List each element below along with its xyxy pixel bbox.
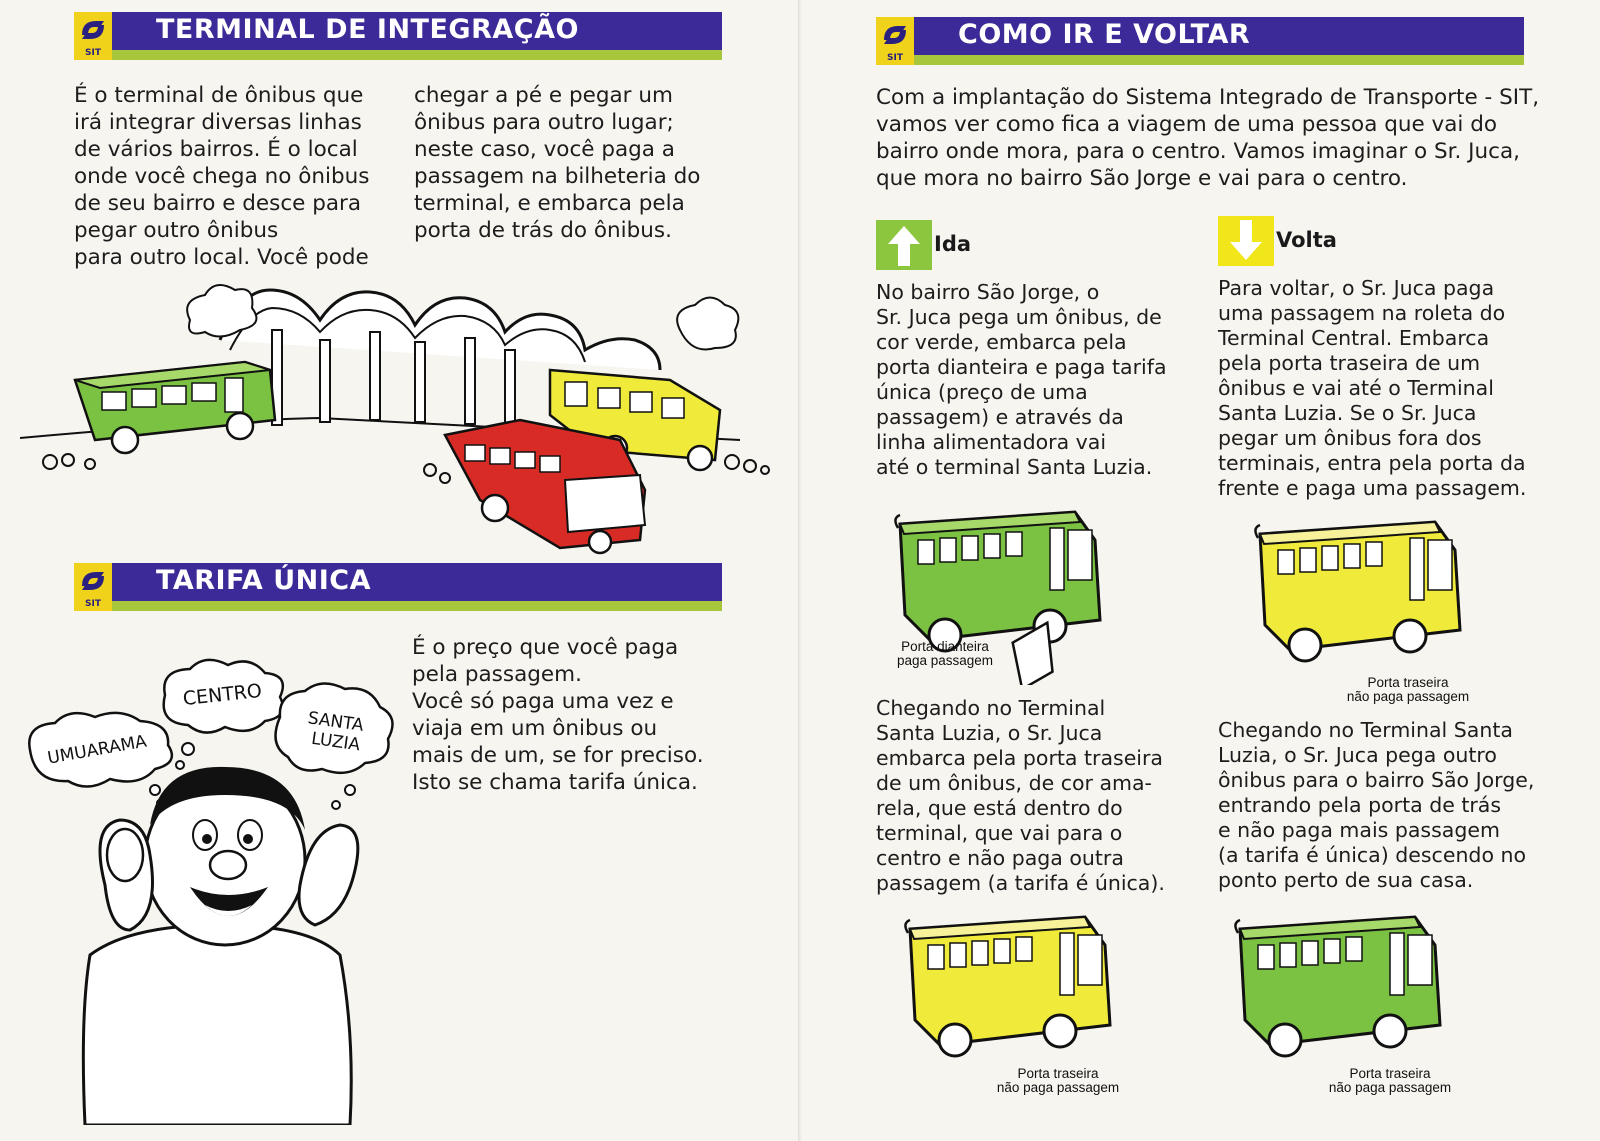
terminal-illustration: [20, 270, 780, 560]
volta-caption-2: Porta traseira não paga passagem: [1328, 1066, 1452, 1095]
arrow-up-icon: [876, 220, 932, 270]
ida-text-1: No bairro São Jorge, o Sr. Juca pega um ônibus, de cor verde, embarca pela porta dianteira e paga tarifa única (preço de uma passagem) e através da linha alimentadora vai até o terminal Santa Luzia.: [876, 280, 1167, 479]
header-bar: [112, 563, 722, 611]
right-page: [800, 0, 1600, 1141]
terminal-text-col2: chegar a pé e pegar um ônibus para outro lugar; neste caso, você paga a passagem na bilheteria do terminal, e embarca pela porta de trás do ônibus.: [414, 83, 701, 243]
header-bar: [914, 17, 1524, 65]
sit-logo: [876, 17, 914, 65]
terminal-header: [74, 12, 722, 70]
ida-caption-1: Porta dianteira paga passagem: [896, 639, 994, 668]
sit-logo: [74, 563, 112, 611]
arrow-down-icon: [1218, 216, 1274, 266]
sit-logo-text: SIT: [85, 48, 101, 58]
ida-text-2: Chegando no Terminal Santa Luzia, o Sr. Juca embarca pela porta traseira de um ônibus, de cor ama- rela, que está dentro do terminal, que vai para o centro e não paga outra passagem (a tarifa é única).: [876, 696, 1165, 895]
ida-caption-2: Porta traseira não paga passagem: [996, 1066, 1120, 1095]
tarifa-text: É o preço que você paga pela passagem. Você só paga uma vez e viaja em um ônibus ou mais de um, se for preciso. Isto se chama tarifa única.: [412, 635, 704, 795]
ida-bus-yellow: [900, 905, 1130, 1090]
bubble-umuarama-text: UMUARAMA: [46, 731, 149, 769]
sit-logo-icon: [78, 15, 108, 45]
ida-badge: [876, 220, 932, 270]
tarifa-header: [74, 563, 722, 621]
volta-badge: [1218, 216, 1274, 266]
thinking-man-illustration: [10, 655, 410, 1125]
header-bar: [112, 12, 722, 60]
ida-label: Ida: [934, 232, 972, 256]
volta-text-2: Chegando no Terminal Santa Luzia, o Sr. Juca pega outro ônibus para o bairro São Jorge, entrando pela porta de trás e não paga mais passagem (a tarifa é única) descendo no ponto perto de sua casa.: [1218, 718, 1535, 892]
volta-text-1: Para voltar, o Sr. Juca paga uma passagem na roleta do Terminal Central. Embarca pela porta traseira de um ônibus e vai até o Terminal Santa Luzia. Se o Sr. Juca pegar um ônibus fora dos terminais, entra pela porta da frente e paga uma passagem.: [1218, 276, 1527, 500]
section-title: TERMINAL DE INTEGRAÇÃO: [156, 14, 579, 45]
sit-logo-icon: [78, 566, 108, 596]
section-title: TARIFA ÚNICA: [156, 565, 371, 596]
volta-bus-yellow: [1250, 510, 1480, 695]
green-bus: [75, 362, 275, 453]
sit-logo: [74, 12, 112, 60]
red-bus: [445, 420, 645, 553]
sit-logo-text: SIT: [887, 53, 903, 63]
volta-caption-1: Porta traseira não paga passagem: [1346, 675, 1470, 704]
como-header: [876, 17, 1524, 75]
sit-logo-icon: [880, 20, 910, 50]
bubble-centro-text: CENTRO: [181, 679, 263, 711]
volta-label: Volta: [1276, 228, 1337, 252]
bubble-luzia-text: LUZIA: [310, 728, 362, 756]
sit-logo-text: SIT: [85, 599, 101, 609]
como-intro: Com a implantação do Sistema Integrado de Transporte - SIT, vamos ver como fica a viagem de uma pessoa que vai do bairro onde mora, para o centro. Vamos imaginar o Sr. Juca, que mora no bairro São Jorge e vai para o centro.: [876, 85, 1540, 191]
bubble-santa-text: SANTA: [306, 708, 365, 736]
terminal-text-col1: É o terminal de ônibus que irá integrar diversas linhas de vários bairros. É o local onde você chega no ônibus de seu bairro e desce para pegar outro ônibus para outro local. Você pode: [74, 83, 370, 270]
section-title: COMO IR E VOLTAR: [958, 19, 1251, 50]
volta-bus-green: [1230, 905, 1460, 1090]
